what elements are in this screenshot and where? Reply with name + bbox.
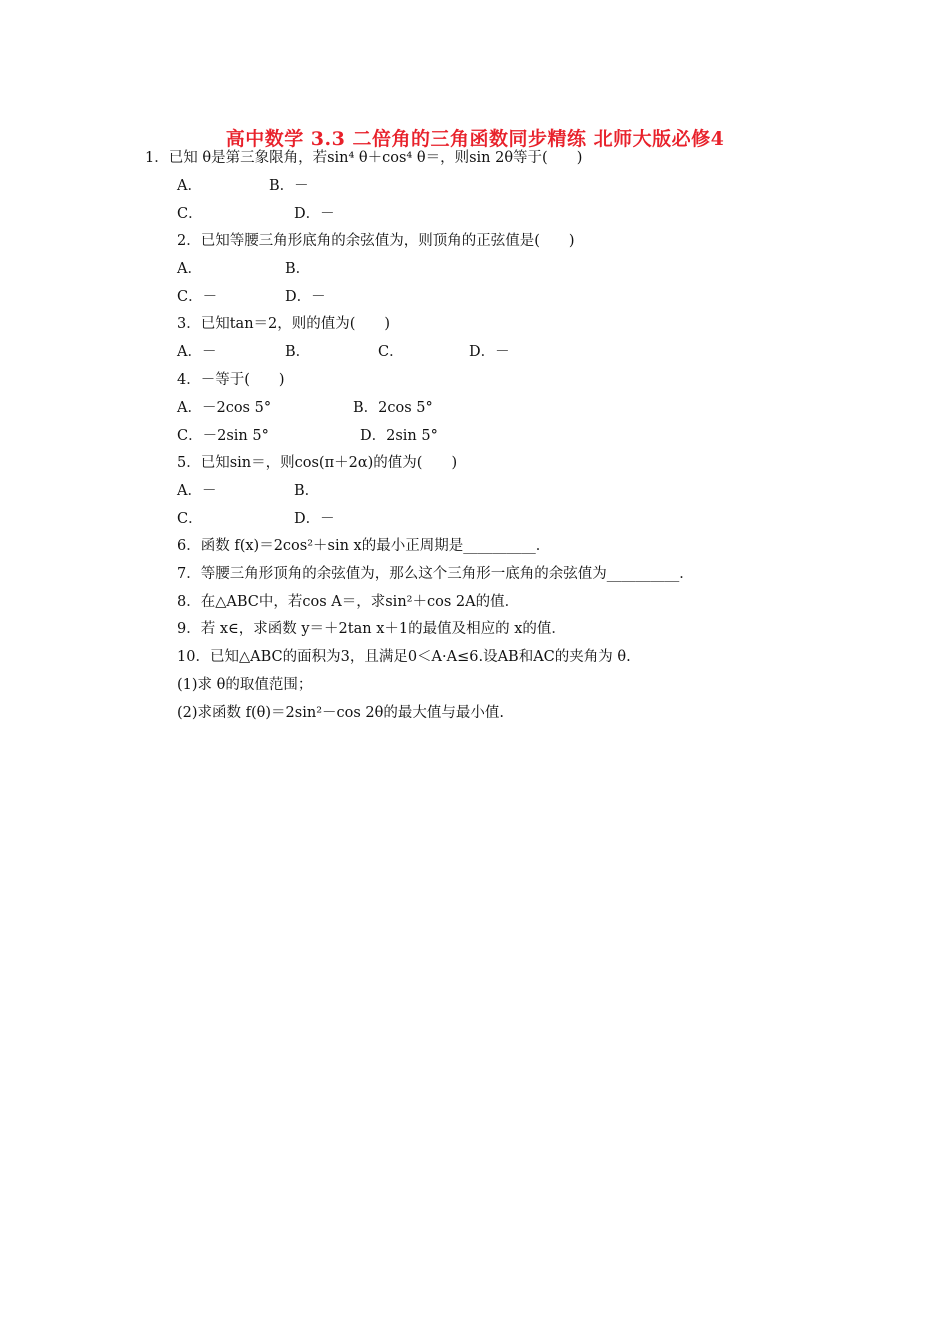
question-2-option-d: D．－	[285, 289, 326, 305]
question-10-part-2: (2)求函数 f(θ)＝2sin²－cos 2θ的最大值与最小值.	[177, 705, 504, 721]
question-10: 10．已知△ABC的面积为3，且满足0＜A·A≤6.设AB和AC的夹角为 θ.	[177, 649, 631, 665]
question-2-option-b: B．	[285, 261, 311, 277]
document-title: 高中数学 3.3 二倍角的三角函数同步精练 北师大版必修4	[225, 128, 725, 150]
question-1-option-a: A．	[177, 178, 202, 194]
question-5-option-d: D．－	[294, 511, 335, 527]
question-1-option-b: B．－	[269, 178, 309, 194]
question-1-option-d: D．－	[294, 206, 335, 222]
question-5-option-c: C．	[177, 511, 203, 527]
question-3-option-b: B．	[285, 344, 311, 360]
question-8: 8．在△ABC中，若cos A＝，求sin²＋cos 2A的值．	[177, 594, 520, 610]
question-9: 9．若 x∈，求函数 y＝＋2tan x＋1的最值及相应的 x的值．	[177, 621, 566, 637]
question-4-option-b: B．2cos 5°	[353, 400, 433, 416]
question-2-option-a: A．	[177, 261, 202, 277]
question-4-option-c: C．－2sin 5°	[177, 428, 269, 444]
question-2-option-c: C．－	[177, 289, 218, 305]
question-3-option-c: C．	[378, 344, 404, 360]
question-4-option-d: D．2sin 5°	[360, 428, 438, 444]
question-3-option-d: D．－	[469, 344, 510, 360]
question-3-option-a: A．－	[177, 344, 217, 360]
question-10-part-1: (1)求 θ的取值范围；	[177, 677, 313, 693]
question-7: 7．等腰三角形顶角的余弦值为，那么这个三角形一底角的余弦值为__________．	[177, 566, 694, 582]
question-2-stem: 2．已知等腰三角形底角的余弦值为，则顶角的正弦值是( )	[177, 233, 575, 249]
question-5-option-a: A．－	[177, 483, 217, 499]
question-1-stem: 1．已知 θ是第三象限角，若sin⁴ θ＋cos⁴ θ＝，则sin 2θ等于( )	[145, 150, 583, 166]
question-5-option-b: B．	[294, 483, 320, 499]
question-4-option-a: A．－2cos 5°	[177, 400, 272, 416]
question-5-stem: 5．已知sin＝，则cos(π＋2α)的值为( )	[177, 455, 458, 471]
question-6: 6．函数 f(x)＝2cos²＋sin x的最小正周期是__________．	[177, 538, 551, 554]
question-4-stem: 4．－等于( )	[177, 372, 285, 388]
question-3-stem: 3．已知tan＝2，则的值为( )	[177, 316, 391, 332]
question-1-option-c: C．	[177, 206, 203, 222]
